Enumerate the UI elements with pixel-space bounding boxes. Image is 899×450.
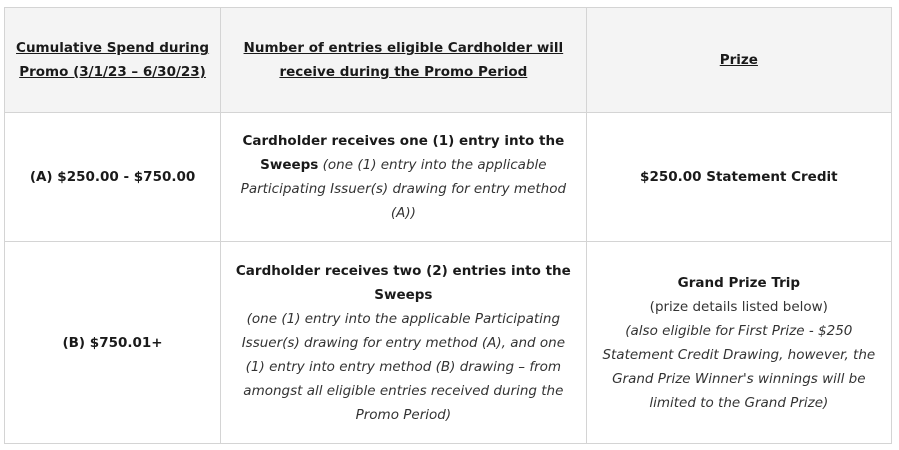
- spend-value: (B) $750.01+: [62, 334, 163, 351]
- promo-table-container: [4, 7, 892, 444]
- header-number-of-entries-label: Number of entries eligible Cardholder will receive during the Promo Period: [243, 40, 564, 80]
- table-row: [5, 113, 892, 242]
- promo-table: [4, 7, 892, 444]
- table-row: [5, 242, 892, 444]
- header-number-of-entries: [221, 8, 587, 113]
- entries-detail: (one (1) entry into the applicable Participating Issuer(s) drawing for entry method (A), and one (1) entry into entry method (B) drawing – from amongst all eligible entries received during the Promo Period): [241, 310, 566, 423]
- entries-detail: (one (1) entry into the applicable Participating Issuer(s) drawing for entry method (A)): [240, 157, 567, 221]
- entries-cell: [221, 113, 587, 242]
- spend-cell: [5, 113, 221, 242]
- header-cumulative-spend-label: Cumulative Spend during Promo (3/1/23 – 6/30/23): [16, 40, 210, 80]
- header-prize: [586, 8, 891, 113]
- prize-value: $250.00 Statement Credit: [640, 169, 838, 185]
- spend-cell: [5, 242, 221, 444]
- entries-description: Cardholder receives two (2) entries into the Sweeps: [235, 262, 571, 303]
- entries-cell: [221, 242, 587, 444]
- prize-detail: (also eligible for First Prize - $250 Statement Credit Drawing, however, the Grand Prize Winner's winnings will be limited to the Grand Prize): [602, 322, 876, 411]
- header-cumulative-spend: [5, 8, 221, 113]
- prize-cell: [586, 113, 891, 242]
- prize-note: (prize details listed below): [649, 298, 828, 315]
- spend-value: (A) $250.00 - $750.00: [29, 169, 196, 185]
- table-header-row: [5, 8, 892, 113]
- prize-cell: [586, 242, 891, 444]
- header-prize-label: Prize: [719, 52, 758, 68]
- entries-description: Cardholder receives one (1) entry into the Sweeps: [242, 133, 565, 173]
- prize-title: Grand Prize Trip: [677, 274, 801, 291]
